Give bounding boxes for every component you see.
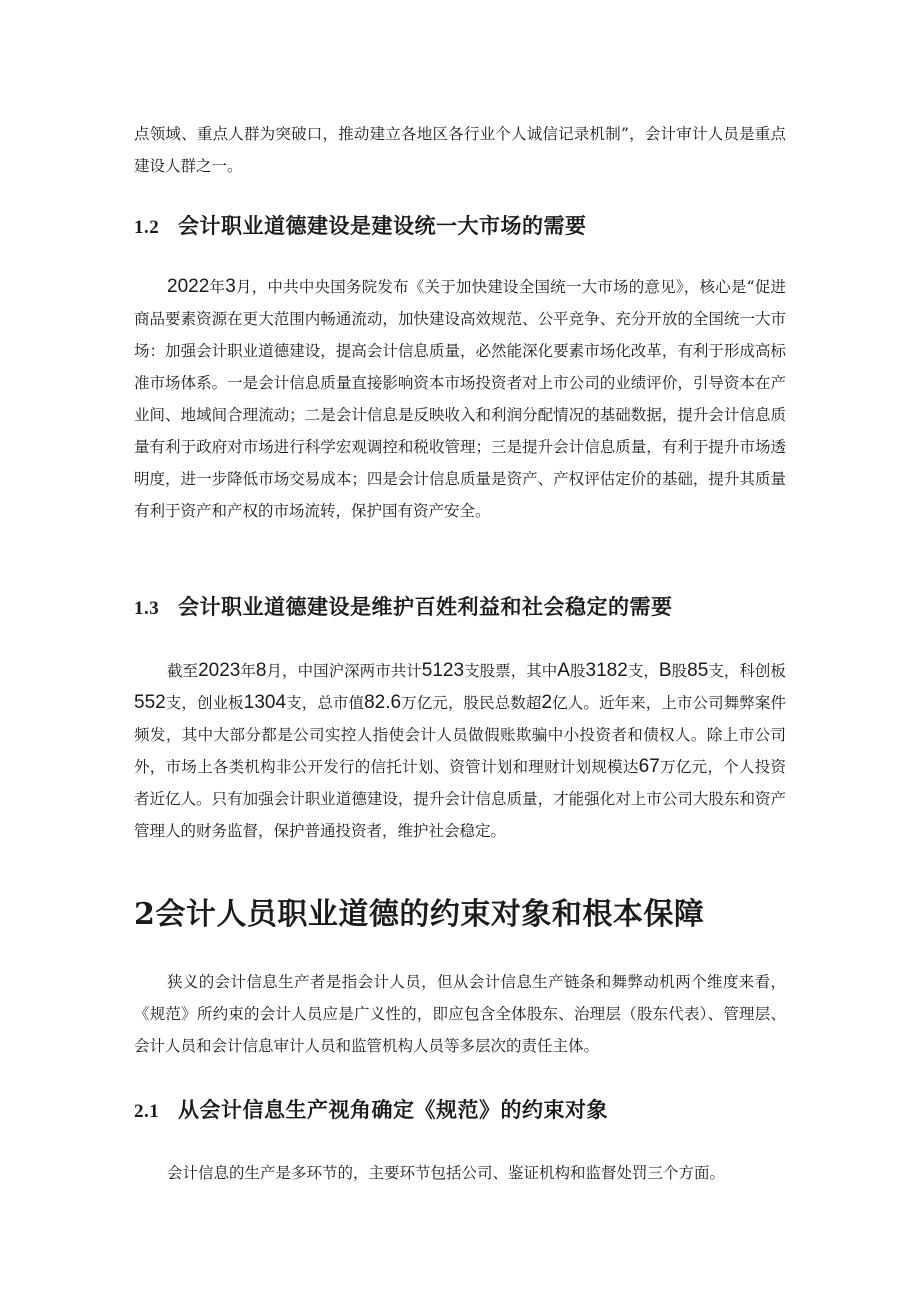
heading-1-3-title: 会计职业道德建设是维护百姓利益和社会稳定的需要	[178, 594, 673, 619]
heading-2-1-title: 从会计信息生产视角确定《规范》的约束对象	[178, 1097, 608, 1122]
heading-1-2-title: 会计职业道德建设是建设统一大市场的需要	[178, 213, 587, 238]
heading-1-3	[134, 592, 786, 624]
heading-1-2	[134, 211, 786, 243]
heading-1-3-number: 1.3	[134, 598, 160, 619]
continuation-paragraph: 点领域、重点人群为突破口，推动建立各地区各行业个人诚信记录机制”，会计审计人员是重点建设人群之一。	[134, 125, 786, 175]
paragraph-1-3: 截至2023年8月，中国沪深两市共计5123支股票，其中A股3182支，B股85支，科创板552支，创业板1304支，总市值82.6万亿元，股民总数超2亿人。近年来，上市公司舞弊案件频发，其中大部分都是公司实控人指使会计人员做假账欺骗中小投资者和债权人。除上市公司外，市场上各类机构非公开发行的信托计划、资管计划和理财计划规模达67万亿元，个人投资者近亿人。只有加强会计职业道德建设，提升会计信息质量，才能强化对上市公司大股东和资产管理人的财务监督，保护普通投资者，维护社会稳定。	[134, 660, 786, 840]
paragraph-2-1: 会计信息的生产是多环节的，主要环节包括公司、鉴证机构和监督处罚三个方面。	[167, 1164, 726, 1182]
heading-2-1	[134, 1095, 786, 1127]
heading-2: 2会计人员职业道德的约束对象和根本保障	[134, 897, 705, 932]
heading-2-1-number: 2.1	[134, 1101, 160, 1122]
heading-1-2-number: 1.2	[134, 217, 160, 238]
paragraph-1-2: 2022年3月，中共中央国务院发布《关于加快建设全国统一大市场的意见》，核心是“促进商品要素资源在更大范围内畅通流动，加快建设高效规范、公平竞争、充分开放的全国统一大市场：加强会计职业道德建设，提高会计信息质量，必然能深化要素市场化改革，有利于形成高标准市场体系。一是会计信息质量直接影响资本市场投资者对上市公司的业绩评价，引导资本在产业间、地域间合理流动；二是会计信息是反映收入和利润分配情况的基础数据，提升会计信息质量有利于政府对市场进行科学宏观调控和税收管理；三是提升会计信息质量，有利于提升市场透明度，进一步降低市场交易成本；四是会计信息质量是资产、产权评估定价的基础，提升其质量有利于资产和产权的市场流转，保护国有资产安全。	[134, 276, 786, 520]
paragraph-2: 狭义的会计信息生产者是指会计人员，但从会计信息生产链条和舞弊动机两个维度来看，《规范》所约束的会计人员应是广义性的，即应包含全体股东、治理层（股东代表）、管理层、会计人员和会计信息审计人员和监管机构人员等多层次的责任主体。	[134, 973, 786, 1055]
